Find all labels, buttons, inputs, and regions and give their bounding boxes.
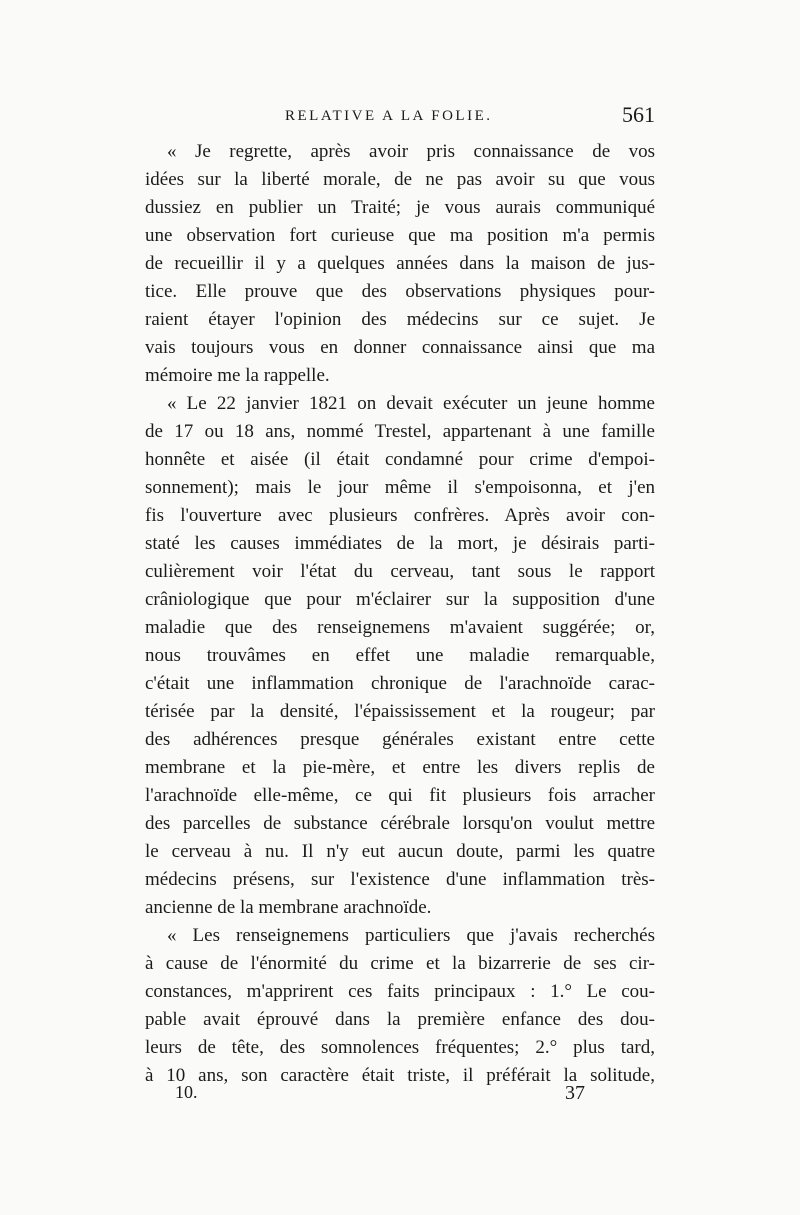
text-line: constances, m'apprirent ces faits principaux : 1.° Le cou- [145,981,655,1002]
text-line: tice. Elle prouve que des observations physiques pour- [145,281,655,302]
page-footer [145,1082,655,1112]
text-line: pable avait éprouvé dans la première enfance des dou- [145,1009,655,1030]
text-line: c'était une inflammation chronique de l'arachnoïde carac- [145,673,655,694]
text-line: sonnement); mais le jour même il s'empoisonna, et j'en [145,477,655,498]
text-line: dussiez en publier un Traité; je vous aurais communiqué [145,197,655,218]
text-line: « Le 22 janvier 1821 on devait exécuter un jeune homme [167,393,655,414]
text-line: des parcelles de substance cérébrale lorsqu'on voulut mettre [145,813,655,834]
text-line: des adhérences presque générales existant entre cette [145,729,655,750]
text-line: « Les renseignemens particuliers que j'avais recherchés [167,925,655,946]
text-line: culièrement voir l'état du cerveau, tant sous le rapport [145,561,655,582]
text-line: à cause de l'énormité du crime et la bizarrerie de ses cir- [145,953,655,974]
text-line: de 17 ou 18 ans, nommé Trestel, appartenant à une famille [145,421,655,442]
text-line: crâniologique que pour m'éclairer sur la supposition d'une [145,589,655,610]
text-line: membrane et la pie-mère, et entre les divers replis de [145,757,655,778]
text-line: maladie que des renseignemens m'avaient suggérée; or, [145,617,655,638]
text-line: staté les causes immédiates de la mort, je désirais parti- [145,533,655,554]
text-line: idées sur la liberté morale, de ne pas avoir su que vous [145,169,655,190]
text-line: nous trouvâmes en effet une maladie remarquable, [145,645,655,666]
text-line: leurs de tête, des somnolences fréquentes; 2.° plus tard, [145,1037,655,1058]
text-line: vais toujours vous en donner connaissance ainsi que ma [145,337,655,358]
text-line: médecins présens, sur l'existence d'une inflammation très- [145,869,655,890]
text-line: raient étayer l'opinion des médecins sur ce sujet. Je [145,309,655,330]
folio-mark: 37 [565,1082,585,1104]
text-line: « Je regrette, après avoir pris connaissance de vos [167,141,655,162]
text-line: térisée par la densité, l'épaississement et la rougeur; par [145,701,655,722]
page-header [145,102,655,132]
body-text [145,138,655,1090]
text-line: fis l'ouverture avec plusieurs confrères. Après avoir con- [145,505,655,526]
text-line: l'arachnoïde elle-même, ce qui fit plusieurs fois arracher [145,785,655,806]
page-number: 561 [622,102,655,127]
text-line: à 10 ans, son caractère était triste, il préférait la solitude, [145,1065,655,1086]
text-line: mémoire me la rappelle. [145,365,330,386]
text-line: honnête et aisée (il était condamné pour crime d'empoi- [145,449,655,470]
text-line: ancienne de la membrane arachnoïde. [145,897,432,918]
text-line: une observation fort curieuse que ma position m'a permis [145,225,655,246]
running-head: RELATIVE A LA FOLIE. [285,108,493,124]
text-line: le cerveau à nu. Il n'y eut aucun doute, parmi les quatre [145,841,655,862]
text-line: de recueillir il y a quelques années dans la maison de jus- [145,253,655,274]
signature-mark: 10. [175,1082,198,1102]
